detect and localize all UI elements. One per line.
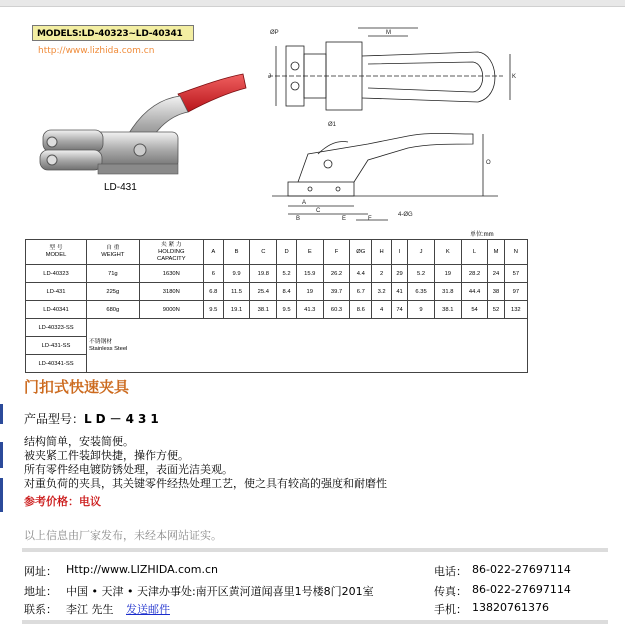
spec-cell: 28.2 <box>461 265 488 283</box>
url-value: Http://www.LIZHIDA.com.cn <box>66 563 219 576</box>
spec-header-cell: I <box>391 240 407 265</box>
dim-label-o: O <box>486 160 491 166</box>
spec-header-cell: 型 号 MODEL <box>26 240 87 265</box>
spec-cell: 6 <box>203 265 223 283</box>
spec-header-cell: E <box>296 240 323 265</box>
dim-label-k: K <box>512 74 517 80</box>
spec-header-cell: A <box>203 240 223 265</box>
spec-cell: 5.2 <box>408 265 435 283</box>
spec-table <box>25 239 528 373</box>
spec-header-cell: 自 重 WEIGHT <box>87 240 140 265</box>
spec-header-cell: D <box>277 240 297 265</box>
spec-cell: 680g <box>87 301 140 319</box>
spec-cell: 4 <box>372 301 392 319</box>
dim-label-i: Ø1 <box>328 122 337 128</box>
unit-label: 单位:mm <box>470 232 494 238</box>
spec-header-cell: L <box>461 240 488 265</box>
spec-cell: 39.7 <box>323 283 350 301</box>
mobile-label: 手机： <box>434 603 467 616</box>
spec-cell: 4.4 <box>350 265 372 283</box>
spec-cell: 6.35 <box>408 283 435 301</box>
spec-cell: 11.5 <box>223 283 250 301</box>
spec-cell: 8.6 <box>350 301 372 319</box>
spec-cell: 24 <box>488 265 504 283</box>
spec-cell: LD-40341 <box>26 301 87 319</box>
address-label: 地址： <box>24 585 57 598</box>
spec-header-cell: C <box>250 240 277 265</box>
contact-person: 李江 先生 <box>66 603 114 616</box>
spec-cell: 3180N <box>139 283 203 301</box>
spec-cell: 38 <box>488 283 504 301</box>
dim-label-a: A <box>302 200 307 206</box>
spec-cell: 19 <box>434 265 461 283</box>
spec-cell: 2 <box>372 265 392 283</box>
url-label: 网址： <box>24 565 57 578</box>
spec-row <box>26 265 528 283</box>
spec-header-cell: J <box>408 240 435 265</box>
models-banner: MODELS:LD-40323~LD-40341 <box>32 25 194 41</box>
spec-cell: 41 <box>391 283 407 301</box>
dim-label-p: ØP <box>270 30 279 36</box>
spec-cell: 74 <box>391 301 407 319</box>
spec-cell: LD-431 <box>26 283 87 301</box>
spec-header-cell: B <box>223 240 250 265</box>
fax-value: 86-022-27697114 <box>472 583 571 596</box>
spec-cell: 6.7 <box>350 283 372 301</box>
spec-cell: 54 <box>461 301 488 319</box>
product-title: 门扣式快速夹具 <box>24 378 130 396</box>
dim-label-j: J <box>268 74 271 80</box>
dim-label-m: M <box>386 30 391 36</box>
spec-header-cell: N <box>504 240 527 265</box>
spec-cell: 38.1 <box>250 301 277 319</box>
spec-cell: 19.8 <box>250 265 277 283</box>
left-edge-mark <box>0 478 3 512</box>
product-model <box>24 410 163 427</box>
spec-cell: 9.5 <box>203 301 223 319</box>
spec-header-row <box>26 240 528 265</box>
spec-cell: 52 <box>488 301 504 319</box>
spec-header-cell: 夹 紧 力 HOLDING CAPACITY <box>139 240 203 265</box>
spec-cell: 5.2 <box>277 265 297 283</box>
feature-3: 所有零件经电镀防锈处理，表面光洁美观。 <box>24 463 233 476</box>
top-bar <box>0 0 625 7</box>
spec-cell: 225g <box>87 283 140 301</box>
spec-cell: 31.8 <box>434 283 461 301</box>
spec-cell: 25.4 <box>250 283 277 301</box>
technical-drawing <box>258 14 528 224</box>
spec-cell: 57 <box>504 265 527 283</box>
spec-header-cell: H <box>372 240 392 265</box>
spec-header-cell: M <box>488 240 504 265</box>
spec-cell: 97 <box>504 283 527 301</box>
spec-row <box>26 301 528 319</box>
stainless-steel-note: 不锈钢材 Stainless Steel <box>87 319 528 373</box>
spec-cell: 19 <box>296 283 323 301</box>
spec-row <box>26 283 528 301</box>
model-label: 产品型号： <box>24 412 85 426</box>
spec-body <box>26 265 528 373</box>
spec-header-cell: ØG <box>350 240 372 265</box>
spec-header-cell: F <box>323 240 350 265</box>
left-edge-mark <box>0 442 3 468</box>
spec-cell: 38.1 <box>434 301 461 319</box>
spec-cell: 41.3 <box>296 301 323 319</box>
left-edge-mark <box>0 404 3 424</box>
dim-label-g: 4-ØG <box>398 212 413 218</box>
spec-header-cell: K <box>434 240 461 265</box>
spec-cell: LD-431-SS <box>26 337 87 355</box>
spec-cell: 132 <box>504 301 527 319</box>
feature-1: 结构简单，安装简便。 <box>24 435 134 448</box>
clamp-photo <box>28 54 248 214</box>
spec-ss-row <box>26 319 528 337</box>
spec-cell: 8.4 <box>277 283 297 301</box>
phone-value: 86-022-27697114 <box>472 563 571 576</box>
disclaimer: 以上信息由厂家发布，未经本网站证实。 <box>24 529 222 542</box>
spec-cell: 60.3 <box>323 301 350 319</box>
spec-cell: 29 <box>391 265 407 283</box>
spec-cell: 71g <box>87 265 140 283</box>
spec-cell: LD-40323 <box>26 265 87 283</box>
spec-cell: LD-40341-SS <box>26 355 87 373</box>
watermark-text: http://www.lizhida.com.cn <box>38 46 155 56</box>
spec-cell: 9000N <box>139 301 203 319</box>
send-mail-link[interactable]: 发送邮件 <box>126 603 170 616</box>
divider <box>22 548 608 552</box>
dim-label-e: E <box>342 216 347 222</box>
model-value: LD－431 <box>84 412 163 426</box>
dim-label-b: B <box>296 216 301 222</box>
phone-label: 电话： <box>434 565 467 578</box>
contact-label: 联系： <box>24 603 57 616</box>
spec-cell: 1630N <box>139 265 203 283</box>
mobile-value: 13820761376 <box>472 601 549 614</box>
spec-cell: 15.9 <box>296 265 323 283</box>
spec-cell: LD-40323-SS <box>26 319 87 337</box>
feature-4: 对重负荷的夹具，其关键零件经热处理工艺，使之具有较高的强度和耐磨性 <box>24 477 387 490</box>
dim-label-f: F <box>368 216 372 222</box>
spec-cell: 44.4 <box>461 283 488 301</box>
footer-divider <box>22 620 608 624</box>
address-value: 中国 • 天津 • 天津办事处:南开区黄河道闻喜里1号楼8门201室 <box>66 585 374 598</box>
dim-label-c: C <box>316 208 321 214</box>
photo-caption: LD-431 <box>104 182 137 193</box>
spec-cell: 9.9 <box>223 265 250 283</box>
spec-cell: 19.1 <box>223 301 250 319</box>
spec-cell: 6.8 <box>203 283 223 301</box>
fax-label: 传真： <box>434 585 467 598</box>
spec-cell: 3.2 <box>372 283 392 301</box>
price-label: 参考价格：电议 <box>24 495 101 508</box>
spec-cell: 9 <box>408 301 435 319</box>
feature-2: 被夹紧工件装卸快捷，操作方便。 <box>24 449 189 462</box>
spec-cell: 9.5 <box>277 301 297 319</box>
product-figure <box>22 14 528 367</box>
spec-cell: 26.2 <box>323 265 350 283</box>
